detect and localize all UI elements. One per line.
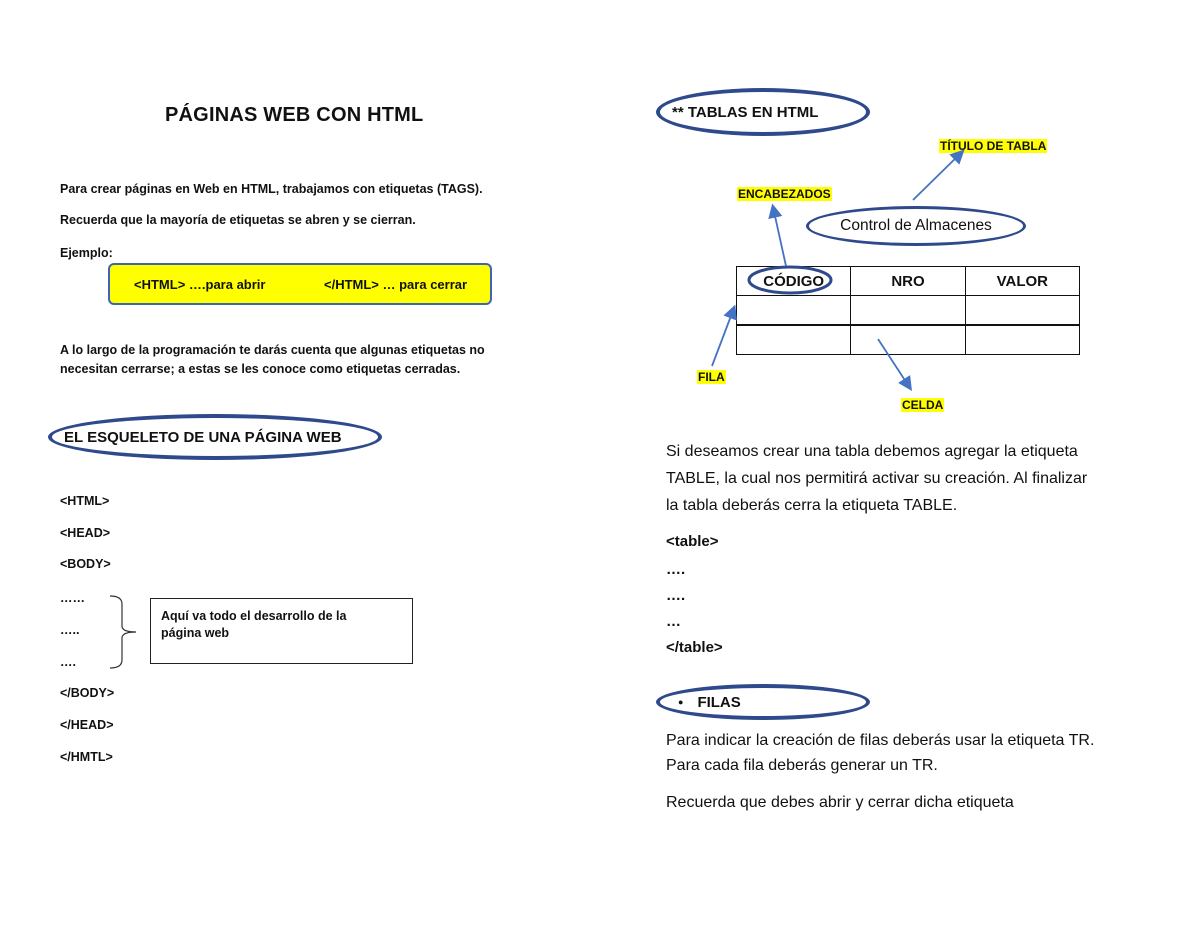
code-head-close: </HEAD>	[60, 718, 114, 732]
rows-text-line-1: Para indicar la creación de filas deberás usar la etiqueta TR.	[666, 732, 1095, 749]
closed-tags-line-2: necesitan cerrarse; a estas se les conoce como etiquetas cerradas.	[60, 362, 461, 376]
code-dots-2: …..	[60, 623, 80, 637]
example-open-tag: <HTML> ….para abrir	[134, 276, 266, 292]
bracket-icon	[110, 596, 136, 668]
arrow-title-icon	[913, 152, 962, 200]
code-table-dots-3: …	[666, 613, 681, 630]
code-body-open: <BODY>	[60, 557, 111, 571]
rows-text-line-3: Recuerda que debes abrir y cerrar dicha etiqueta	[666, 794, 1014, 811]
rows-heading: FILAS	[697, 693, 741, 711]
tables-text-line-3: la tabla deberás cerra la etiqueta TABLE.	[666, 497, 958, 514]
code-dots-1: ……	[60, 591, 85, 605]
arrow-row-icon	[712, 308, 734, 366]
code-table-dots-2: ….	[666, 587, 686, 604]
table-header-cell: VALOR	[965, 267, 1079, 296]
label-headers: ENCABEZADOS	[738, 187, 831, 201]
code-table-dots-1: ….	[666, 561, 686, 578]
bullet-icon: ●	[678, 697, 684, 707]
code-dots-3: ….	[60, 655, 76, 669]
tables-heading: ** TABLAS EN HTML	[672, 103, 819, 121]
code-html-open: <HTML>	[60, 494, 110, 508]
intro-text-1: Para crear páginas en Web en HTML, trabajamos con etiquetas (TAGS).	[60, 182, 483, 196]
table-header-cell: NRO	[851, 267, 965, 296]
arrow-headers-icon	[773, 207, 786, 266]
arrow-cell-icon	[878, 339, 910, 388]
code-table-open: <table>	[666, 533, 719, 550]
code-html-close: </HMTL>	[60, 750, 113, 764]
example-close-tag: </HTML> … para cerrar	[324, 276, 468, 292]
label-table-title: TÍTULO DE TABLA	[940, 139, 1047, 153]
skeleton-heading: EL ESQUELETO DE UNA PÁGINA WEB	[64, 428, 342, 446]
callout-line-2: página web	[161, 626, 230, 640]
tables-text-line-2: TABLE, la cual nos permitirá activar su creación. Al finalizar	[666, 470, 1088, 487]
rows-text-line-2: Para cada fila deberás generar un TR.	[666, 757, 938, 774]
tables-text-line-1: Si deseamos crear una tabla debemos agregar la etiqueta	[666, 443, 1078, 460]
page-title: PÁGINAS WEB CON HTML	[165, 104, 424, 126]
callout-line-1: Aquí va todo el desarrollo de la	[161, 609, 347, 623]
header-cell-ellipse	[749, 267, 831, 293]
code-head-open: <HEAD>	[60, 526, 111, 540]
intro-text-2: Recuerda que la mayoría de etiquetas se abren y se cierran.	[60, 213, 416, 227]
code-table-close: </table>	[666, 639, 723, 656]
code-body-close: </BODY>	[60, 686, 115, 700]
example-label: Ejemplo:	[60, 246, 113, 260]
label-cell: CELDA	[902, 398, 944, 412]
table-caption: Control de Almacenes	[840, 217, 992, 234]
label-row: FILA	[698, 370, 725, 384]
closed-tags-line-1: A lo largo de la programación te darás cuenta que algunas etiquetas no	[60, 343, 485, 357]
table-header-cell: CÓDIGO	[737, 267, 851, 296]
